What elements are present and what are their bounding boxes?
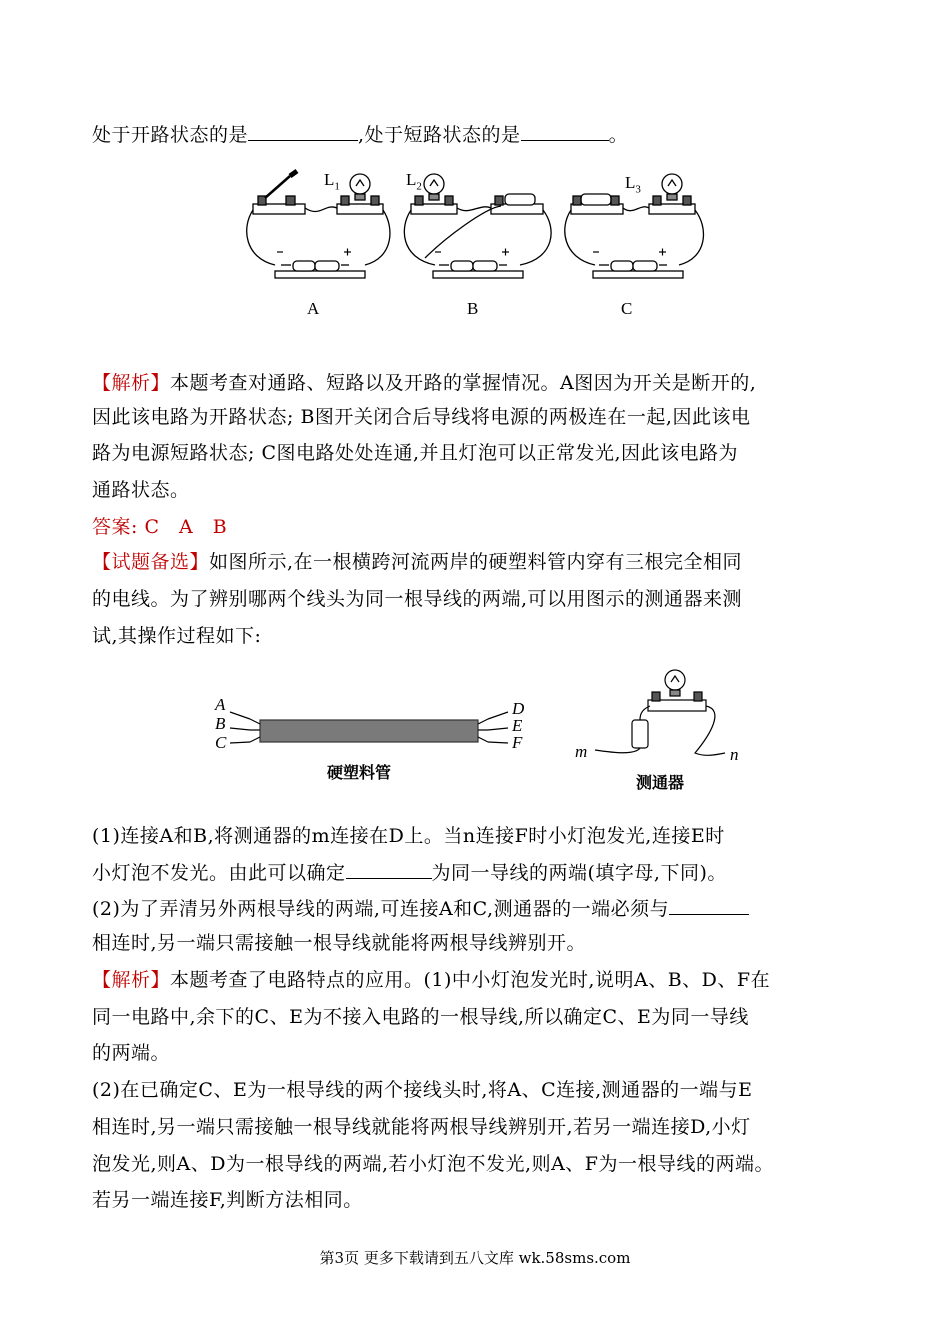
analysis1-line3: 路为电源短路状态; C图电路处处连通,并且灯泡可以正常发光,因此该电路为 (92, 442, 739, 464)
q1-line2: 小灯泡不发光。由此可以确定 为同一导线的两端(填字母,下同)。 (92, 862, 727, 884)
circuit-label-a: A (307, 299, 320, 318)
analysis2-line6: 泡发光,则A、D为一根导线的两端,若小灯泡不发光,则A、F为一根导线的两端。 (92, 1153, 774, 1175)
analysis2-line2: 同一电路中,余下的C、E为不接入电路的一根导线,所以确定C、E为同一导线 (92, 1006, 749, 1028)
backup-line2: 的电线。为了辨别哪两个线头为同一根导线的两端,可以用图示的测通器来测 (92, 588, 743, 610)
question-top-part3: 。 (608, 124, 629, 146)
backup-line1: 【试题备选】如图所示,在一根横跨河流两岸的硬塑料管内穿有三根完全相同 (92, 551, 743, 573)
end-label-a: A (215, 695, 226, 714)
answer-blank-q2 (669, 896, 749, 915)
question-top-part2: ,处于短路状态的是 (358, 124, 521, 146)
circuit-label-c: C (621, 299, 633, 318)
lamp-label-1: $L_1$ (324, 170, 340, 193)
lamp-label-3: $L_3$ (625, 173, 641, 196)
q1-line1: (1)连接A和B,将测通器的m连接在D上。当n连接F时小灯泡发光,连接E时 (92, 825, 725, 847)
end-label-f: F (512, 733, 523, 752)
answer-blank-open (248, 122, 358, 141)
question-top (92, 122, 628, 147)
q2-line1: (2)为了弄清另外两根导线的两端,可连接A和C,测通器的一端必须与 (92, 896, 749, 921)
pipe-figure (210, 690, 530, 770)
answer-blank-q1 (346, 860, 432, 879)
circuit-b (404, 174, 551, 278)
end-label-b: B (215, 714, 226, 733)
analysis2-line7: 若另一端连接F,判断方法相同。 (92, 1189, 363, 1211)
tester-m-label: m (575, 742, 588, 761)
analysis1-line4: 通路状态。 (92, 479, 190, 501)
end-label-c: C (215, 733, 227, 752)
answer-blank-short (521, 122, 609, 141)
analysis2-tag: 【解析】 (92, 969, 171, 991)
circuit-label-b: B (467, 299, 479, 318)
analysis2-line5: 相连时,另一端只需接触一根导线就能将两根导线辨别开,若另一端连接D,小灯 (92, 1116, 751, 1138)
backup-line3: 试,其操作过程如下: (92, 625, 262, 647)
tester-n-label: n (730, 745, 739, 764)
circuit-a (247, 171, 390, 278)
analysis1-line1: 【解析】本题考查对通路、短路以及开路的掌握情况。A图因为开关是断开的, (92, 372, 757, 394)
analysis2-line1: 【解析】本题考查了电路特点的应用。(1)中小灯泡发光时,说明A、B、D、F在 (92, 969, 771, 991)
answer-line: 答案: C A B (92, 516, 228, 538)
tester-figure (590, 665, 770, 775)
end-label-d: D (512, 699, 525, 718)
analysis1-line2: 因此该电路为开路状态; B图开关闭合后导线将电源的两极连在一起,因此该电 (92, 406, 751, 428)
page-footer: 第3页 更多下载请到五八文库 wk.58sms.com (319, 1249, 631, 1267)
backup-tag: 【试题备选】 (92, 551, 210, 573)
q2-line2: 相连时,另一端只需接触一根导线就能将两根导线辨别开。 (92, 932, 587, 954)
analysis2-line4: (2)在已确定C、E为一根导线的两个接线头时,将A、C连接,测通器的一端与E (92, 1079, 753, 1101)
analysis-tag: 【解析】 (92, 372, 171, 394)
pipe-label: 硬塑料管 (327, 765, 392, 782)
tester-label: 测通器 (636, 775, 685, 792)
lamp-label-2: $L_2$ (406, 170, 422, 193)
end-label-e: E (512, 716, 523, 735)
question-top-part1: 处于开路状态的是 (92, 124, 249, 146)
analysis2-line3: 的两端。 (92, 1042, 171, 1064)
